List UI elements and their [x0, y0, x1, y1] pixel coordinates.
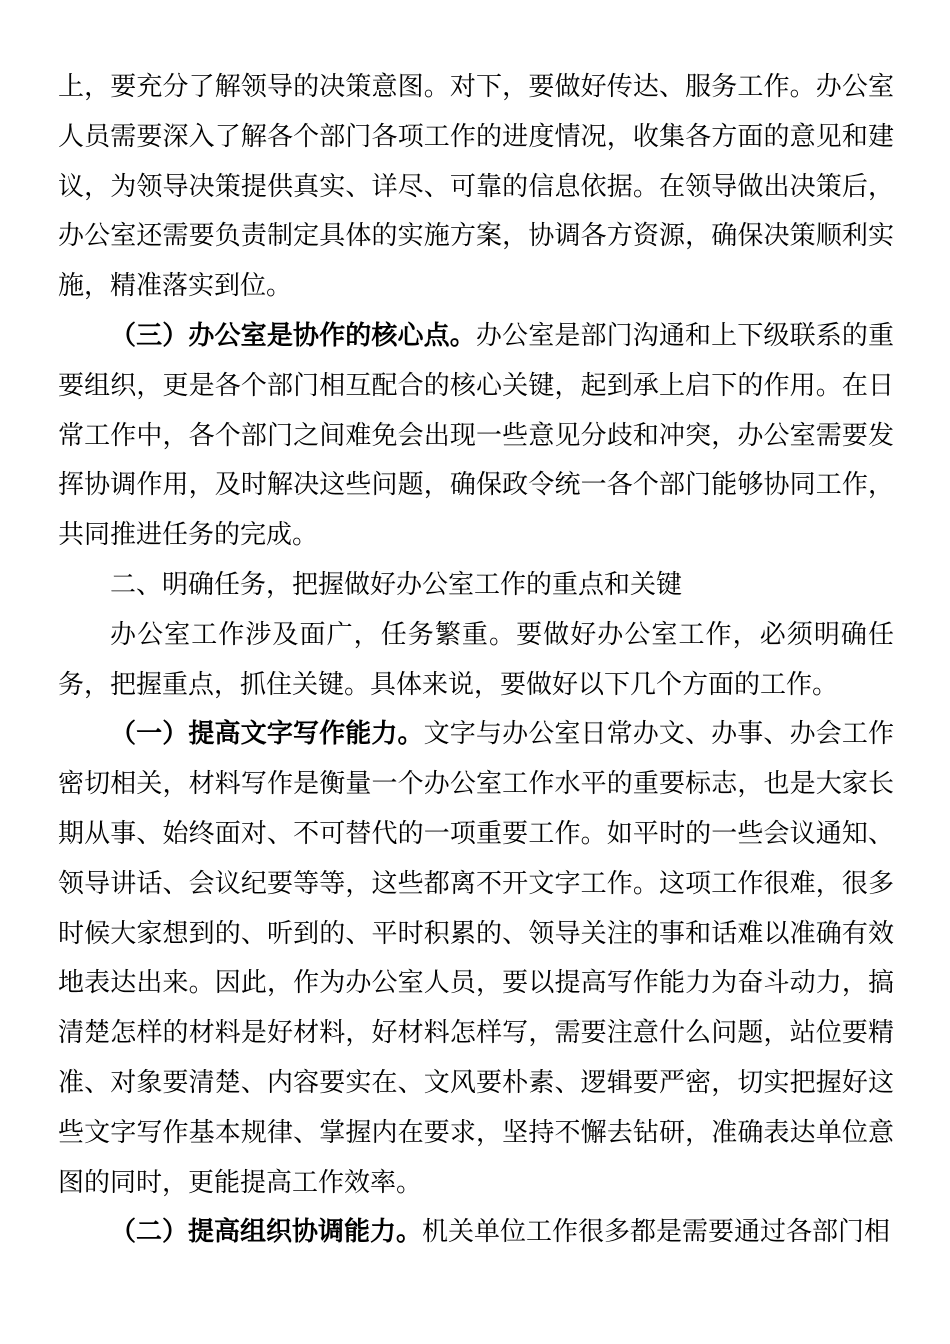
paragraph-text: 办公室是部门沟通和上下级联系的重要组织，更是各个部门相互配合的核心关键，起到承上启下的作用。在日常工作中，各个部门之间难免会出现一些意见分歧和冲突，办公室需要发挥协调作用，及时解决这些问题，确保政令统一各个部门能够协同工作，共同推进任务的完成。: [58, 320, 894, 551]
paragraph-text: 上，要充分了解领导的决策意图。对下，要做好传达、服务工作。办公室人员需要深入了解各个部门各项工作的进度情况，收集各方面的意见和建议，为领导决策提供真实、详尽、可靠的信息依据。在领导做出决策后，办公室还需要负责制定具体的实施方案，协调各方资源，确保决策顺利实施，精准落实到位。: [58, 72, 894, 302]
chapter-heading-two: [58, 561, 894, 611]
paragraph-coordination-core: [58, 312, 894, 561]
paragraph-text: 办公室工作涉及面广，任务繁重。要做好办公室工作，必须明确任务，把握重点，抓住关键。具体来说，要做好以下几个方面的工作。: [58, 619, 894, 700]
chapter-heading-text: 二、明确任务，把握做好办公室工作的重点和关键: [110, 569, 683, 600]
section-heading-one: （一）提高文字写作能力。: [110, 719, 424, 750]
section-heading-two: （二）提高组织协调能力。: [110, 1217, 423, 1248]
paragraph-organization-ability: [58, 1208, 894, 1258]
document-body: [58, 63, 894, 1258]
paragraph-decision-support: [58, 63, 894, 312]
paragraph-writing-ability: [58, 710, 894, 1208]
paragraph-text: 机关单位工作很多都是需要通过各部门相: [422, 1217, 891, 1248]
paragraph-task-overview: [58, 611, 894, 711]
paragraph-text: 文字与办公室日常办文、办事、办会工作密切相关，材料写作是衡量一个办公室工作水平的重要标志，也是大家长期从事、始终面对、不可替代的一项重要工作。如平时的一些会议通知、领导讲话、会议纪要等等，这些都离不开文字工作。这项工作很难，很多时候大家想到的、听到的、平时积累的、领导关注的事和话难以准确有效地表达出来。因此，作为办公室人员，要以提高写作能力为奋斗动力，搞清楚怎样的材料是好材料，好材料怎样写，需要注意什么问题，站位要精准、对象要清楚、内容要实在、文风要朴素、逻辑要严密，切实把握好这些文字写作基本规律、掌握内在要求，坚持不懈去钻研，准确表达单位意图的同时，更能提高工作效率。: [58, 719, 894, 1198]
section-heading-three: （三）办公室是协作的核心点。: [110, 320, 476, 351]
